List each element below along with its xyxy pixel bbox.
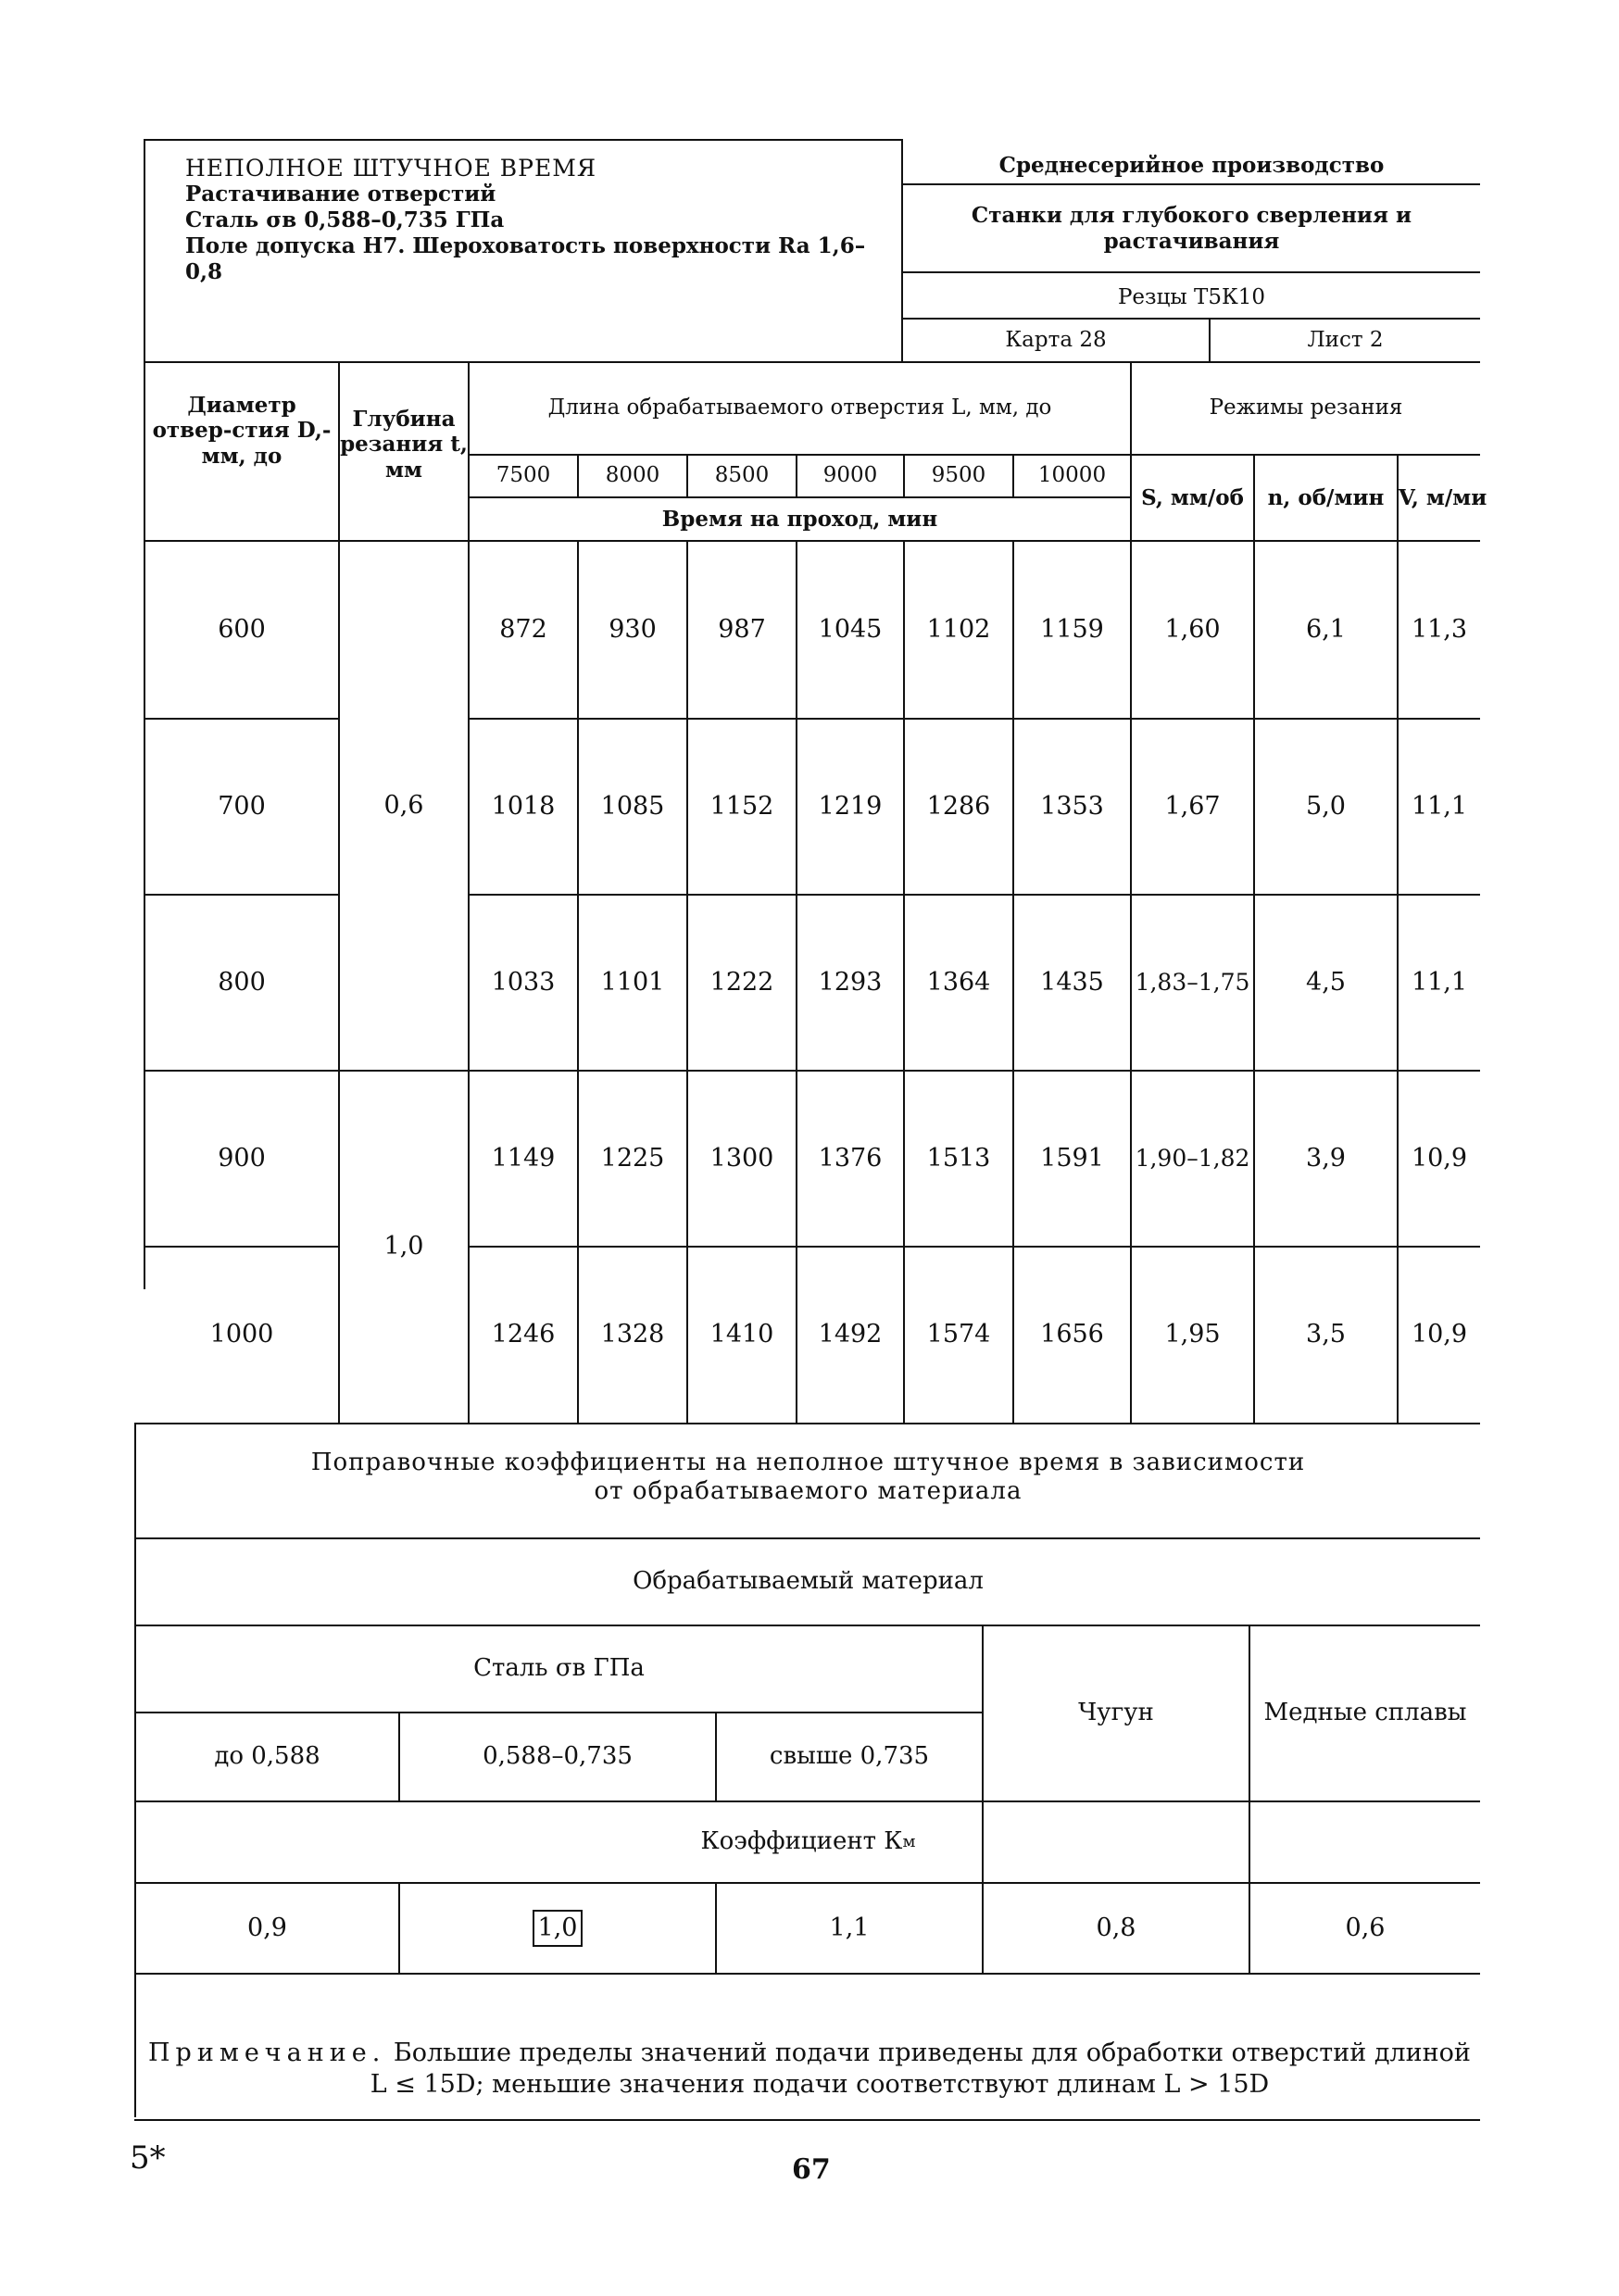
footer-mark: 5* — [130, 2139, 166, 2177]
copper-header: Медные сплавы — [1263, 1699, 1467, 1727]
time-cell: 872 — [499, 614, 547, 644]
time-cell: 1085 — [600, 791, 665, 821]
speed-cell: 11,1 — [1411, 791, 1468, 821]
col-header-length: Длина обрабатываемого отверстия L, мм, до — [547, 395, 1052, 420]
coef-value: 0,6 — [1345, 1913, 1386, 1942]
coef-value-boxed: 1,0 — [533, 1910, 584, 1947]
time-cell: 1149 — [491, 1143, 556, 1173]
length-cell: 8500 — [714, 463, 770, 488]
card-number: Карта 28 — [1005, 327, 1107, 352]
coef-value: 0,8 — [1096, 1913, 1136, 1942]
material-header: Обрабатываемый материал — [633, 1567, 984, 1596]
steel-range: до 0,588 — [214, 1742, 320, 1771]
header-left — [185, 156, 889, 285]
time-cell: 1018 — [491, 791, 556, 821]
cast-iron-header: Чугун — [1078, 1699, 1154, 1727]
rpm-cell: 3,9 — [1306, 1143, 1346, 1173]
note — [148, 2038, 1491, 2101]
time-cell: 1033 — [491, 967, 556, 997]
col-header-diameter: Диаметр отвер-стия D,-мм, до — [152, 392, 332, 469]
machines-type: Станки для глубокого сверления и растачивания — [971, 202, 1412, 254]
header-tolerance: Поле допуска Н7. Шероховатость поверхности Ra 1,6–0,8 — [185, 233, 866, 284]
steel-range: 0,588–0,735 — [483, 1742, 633, 1771]
time-cell: 1492 — [818, 1320, 883, 1349]
header-operation: Растачивание отверстий — [185, 182, 496, 207]
corr-line — [134, 1973, 1480, 1975]
time-cell: 1435 — [1040, 967, 1104, 997]
time-cell: 1513 — [926, 1143, 991, 1173]
speed-cell: 11,3 — [1411, 614, 1468, 644]
speed-cell: 10,9 — [1411, 1320, 1468, 1349]
mode-header-s: S, мм/об — [1141, 484, 1244, 510]
time-cell: 987 — [718, 614, 766, 644]
coef-value: 0,9 — [247, 1913, 287, 1942]
note-bottom-line — [134, 2119, 1480, 2121]
production-type: Среднесерийное производство — [998, 153, 1385, 179]
steel-header: Сталь σв ГПа — [473, 1654, 645, 1683]
time-cell: 1293 — [818, 967, 883, 997]
length-cell: 7500 — [496, 463, 551, 488]
coef-label: Коэффициент К — [700, 1827, 903, 1856]
time-cell: 1364 — [926, 967, 991, 997]
coef-value: 1,1 — [829, 1913, 870, 1942]
time-cell: 1159 — [1040, 614, 1104, 644]
length-cell: 10000 — [1037, 463, 1107, 488]
depth-cell: 1,0 — [383, 1232, 424, 1261]
length-cell: 9000 — [822, 463, 878, 488]
feed-cell: 1,67 — [1164, 791, 1221, 821]
feed-cell: 1,60 — [1164, 614, 1221, 644]
speed-cell: 10,9 — [1411, 1143, 1468, 1173]
mode-header-n: n, об/мин — [1267, 484, 1385, 510]
time-cell: 1328 — [600, 1320, 665, 1349]
steel-range: свыше 0,735 — [769, 1742, 930, 1771]
frame-top-left — [144, 139, 903, 141]
correction-title-line1: Поправочные коэффициенты на неполное штучное время в зависимости — [310, 1448, 1306, 1476]
note-text-1: Большие пределы значений подачи приведены для обработки отверстий длиной — [393, 2039, 1471, 2067]
rpm-cell: 4,5 — [1306, 967, 1346, 997]
length-cell: 9500 — [931, 463, 986, 488]
time-cell: 1045 — [818, 614, 883, 644]
diameter-cell: 600 — [218, 614, 266, 644]
time-cell: 1286 — [926, 791, 991, 821]
time-cell: 1101 — [600, 967, 665, 997]
note-text-2: L ≤ 15D; меньшие значения подачи соответствуют длинам L > 15D — [370, 2070, 1270, 2099]
time-cell: 1656 — [1040, 1320, 1104, 1349]
diameter-cell: 900 — [218, 1143, 266, 1173]
time-cell: 1246 — [491, 1320, 556, 1349]
page-number: 67 — [792, 2153, 831, 2186]
time-cell: 1225 — [600, 1143, 665, 1173]
speed-cell: 11,1 — [1411, 967, 1468, 997]
time-cell: 1219 — [818, 791, 883, 821]
sheet-number: Лист 2 — [1307, 327, 1384, 352]
time-cell: 1222 — [709, 967, 774, 997]
rpm-cell: 5,0 — [1306, 791, 1346, 821]
table-bottom — [134, 1423, 1480, 1424]
tools-type: Резцы Т5К10 — [1117, 284, 1266, 309]
time-cell: 1300 — [709, 1143, 774, 1173]
coef-header — [136, 1802, 1480, 1882]
coef-value-cell — [400, 1884, 715, 1973]
col-header-time: Время на проход, мин — [661, 506, 938, 532]
time-cell: 1102 — [926, 614, 991, 644]
feed-cell: 1,90–1,82 — [1135, 1145, 1250, 1172]
time-cell: 1353 — [1040, 791, 1104, 821]
time-cell: 1376 — [818, 1143, 883, 1173]
time-cell: 1591 — [1040, 1143, 1104, 1173]
header-title: НЕПОЛНОЕ ШТУЧНОЕ ВРЕМЯ — [185, 155, 597, 182]
header-steel: Сталь σв 0,588–0,735 ГПа — [185, 207, 505, 232]
time-cell: 1410 — [709, 1320, 774, 1349]
feed-cell: 1,95 — [1164, 1320, 1221, 1349]
feed-cell: 1,83–1,75 — [1135, 969, 1250, 996]
time-cell: 1152 — [709, 791, 774, 821]
correction-title-line2: от обрабатываемого материала — [594, 1477, 1023, 1505]
length-cell: 8000 — [605, 463, 660, 488]
diameter-cell: 1000 — [209, 1320, 274, 1349]
diameter-cell: 700 — [218, 791, 266, 821]
coef-subscript: м — [902, 1832, 916, 1852]
time-cell: 1574 — [926, 1320, 991, 1349]
note-label: Примечание. — [148, 2039, 386, 2067]
rpm-cell: 3,5 — [1306, 1320, 1346, 1349]
depth-cell: 0,6 — [383, 790, 424, 820]
correction-title — [136, 1445, 1480, 1510]
rpm-cell: 6,1 — [1306, 614, 1346, 644]
mode-header-v: V, м/ми — [1399, 484, 1487, 510]
col-header-depth: Глубина резания t, мм — [340, 406, 468, 483]
diameter-cell: 800 — [218, 967, 266, 997]
col-header-modes: Режимы резания — [1209, 395, 1403, 420]
time-cell: 930 — [609, 614, 657, 644]
frame-line — [901, 271, 1480, 273]
